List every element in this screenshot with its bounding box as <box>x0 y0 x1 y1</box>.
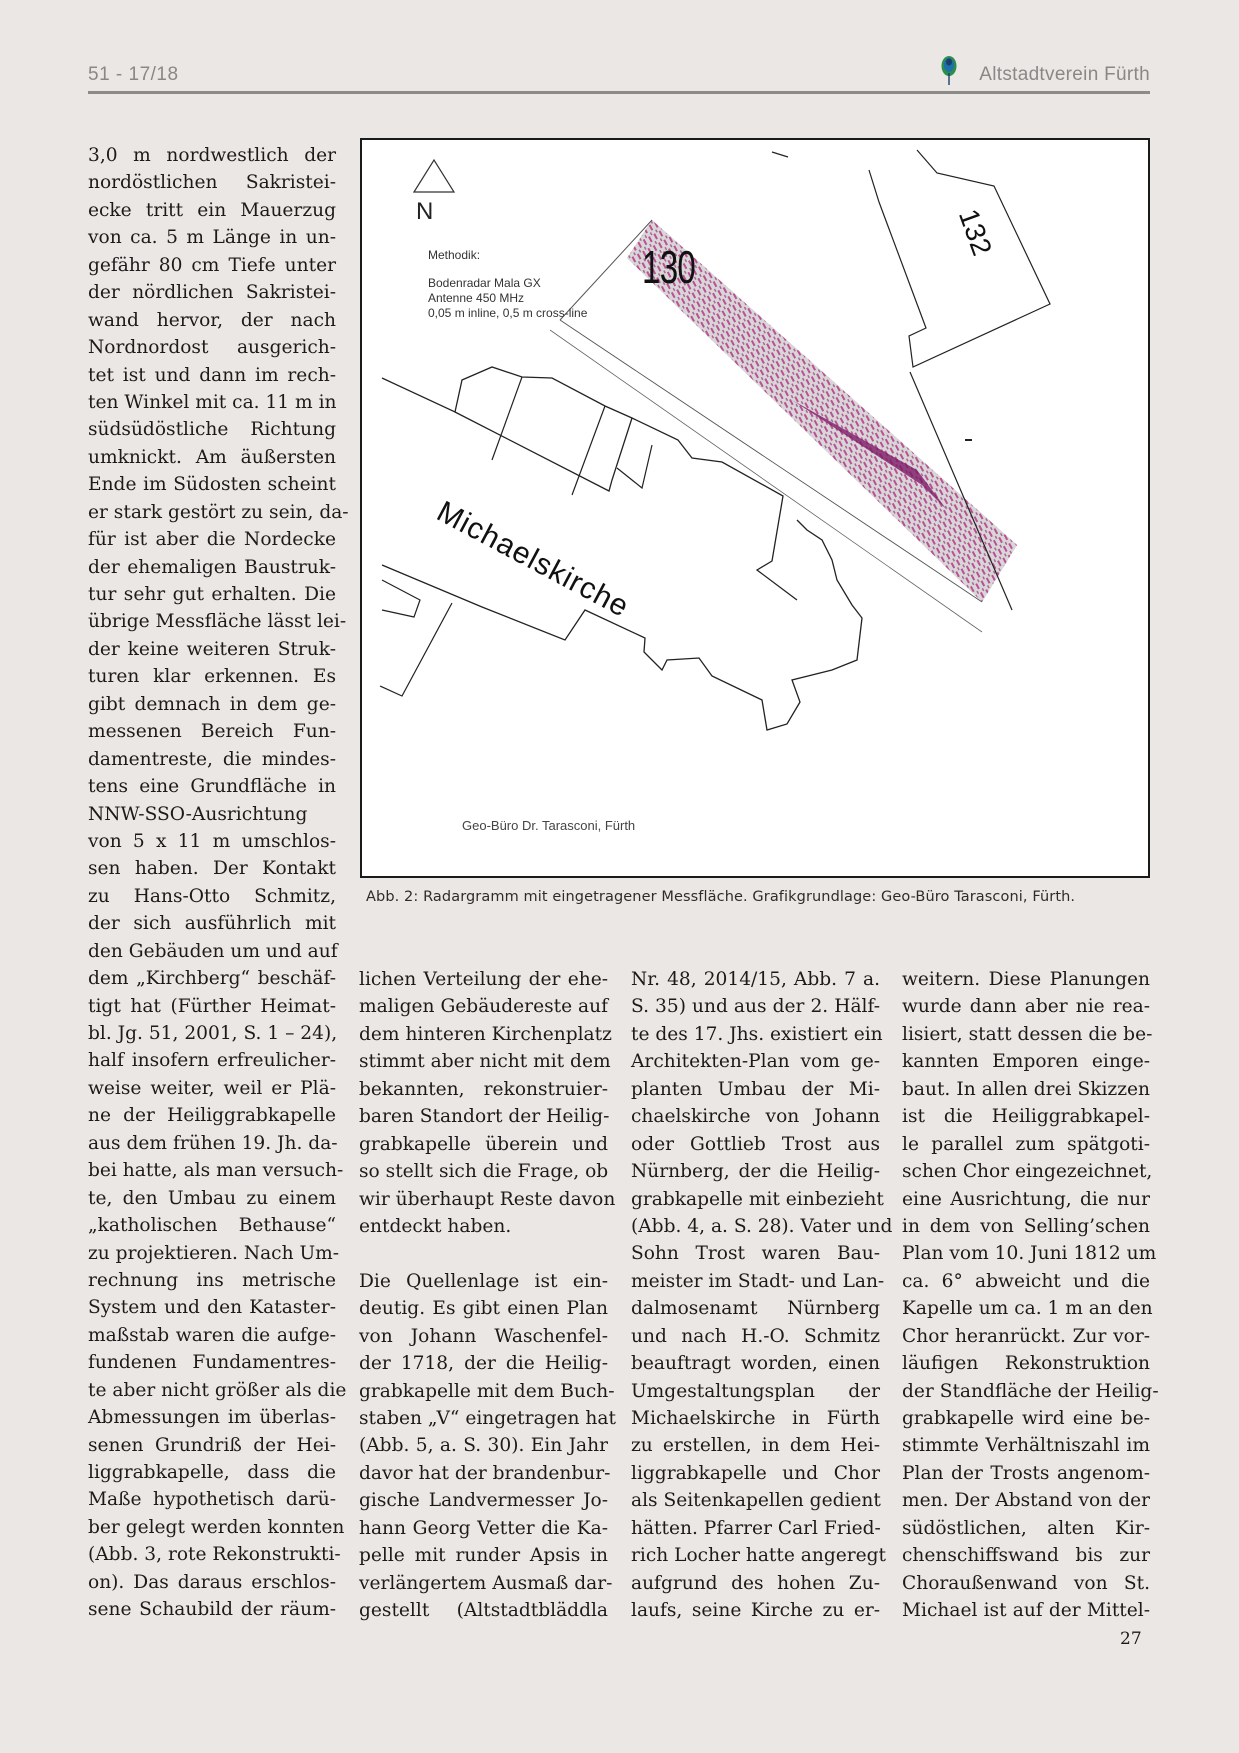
text-line: Die Quellenlage ist ein- <box>359 1270 608 1292</box>
text-line: zu erstellen, in dem Hei- <box>631 1435 880 1457</box>
text-line: deutig. Es gibt einen Plan <box>359 1298 608 1320</box>
text-line: rechnung ins metrische <box>88 1269 336 1291</box>
text-line: davor hat der brandenbur- <box>359 1462 611 1484</box>
text-line: Plan vom 10. Juni 1812 um <box>902 1243 1157 1265</box>
text-line: half insofern erfreulicher- <box>88 1050 336 1072</box>
text-line: dem hinteren Kirchenplatz <box>359 1023 612 1045</box>
text-line: Nordnordost ausgerich- <box>88 337 336 359</box>
header-rule <box>88 91 1150 94</box>
text-line: damentreste, die mindes- <box>88 748 336 770</box>
text-line: der Standfläche der Heilig- <box>902 1380 1159 1402</box>
text-line: wir überhaupt Reste davon <box>359 1188 616 1210</box>
text-line: entdeckt haben. <box>359 1215 512 1237</box>
text-line: aufgrund des hohen Zu- <box>631 1572 880 1594</box>
issue-number: 51 - 17/18 <box>88 64 179 85</box>
text-line: eine Ausrichtung, die nur <box>902 1188 1150 1210</box>
text-line: senen Grundriß der Hei- <box>88 1434 336 1456</box>
text-line: le parallel zum spätgoti- <box>902 1133 1150 1155</box>
text-line: so stellt sich die Frage, ob <box>359 1161 609 1183</box>
text-line: 3,0 m nordwestlich der <box>88 145 336 166</box>
text-line: ne der Heiliggrabkapelle <box>88 1105 336 1127</box>
north-label: N <box>416 198 434 225</box>
text-line: pelle mit runder Apsis in <box>359 1545 608 1567</box>
method-line: Bodenradar Mala GX <box>428 276 541 290</box>
text-line: gibt demnach in dem ge- <box>88 693 336 715</box>
text-line: grabkapelle wird eine be- <box>902 1408 1150 1429</box>
text-line: tens eine Grundfläche in <box>88 776 336 798</box>
text-line: hätten. Pfarrer Carl Fried- <box>631 1517 881 1539</box>
text-line: gestellt (Altstadtbläddla <box>359 1600 608 1622</box>
text-line: übrige Messfläche lässt lei- <box>88 611 347 633</box>
text-line: maligen Gebäudereste auf <box>359 996 608 1018</box>
text-line: Abmessungen im überlas- <box>88 1407 336 1429</box>
text-line: gefähr 80 cm Tiefe unter <box>88 254 336 276</box>
text-line: „katholischen Bethause“ <box>88 1215 336 1237</box>
text-line: te, den Umbau zu einem <box>88 1187 336 1209</box>
text-line: turen klar erkennen. Es <box>88 666 336 688</box>
page-number: 27 <box>1120 1629 1142 1649</box>
text-line: Maße hypothetisch darü- <box>88 1489 336 1511</box>
text-line: und nach H.-O. Schmitz <box>631 1325 880 1347</box>
text-line: chenschiffswand bis zur <box>902 1545 1150 1567</box>
text-line: men. Der Abstand von der <box>902 1490 1150 1512</box>
text-line: (Abb. 3, rote Rekonstrukti- <box>88 1544 341 1566</box>
text-line: S. 35) und aus der 2. Hälf- <box>631 996 880 1018</box>
text-line: on). Das daraus erschlos- <box>88 1571 336 1593</box>
text-line: verlängertem Ausmaß dar- <box>359 1572 613 1594</box>
text-line: den Gebäuden um und auf <box>88 940 338 962</box>
running-header <box>88 62 1150 88</box>
text-line: der sich ausführlich mit <box>88 913 336 935</box>
method-line: 0,05 m inline, 0,5 m cross-line <box>428 306 588 320</box>
text-line: Architekten-Plan vom ge- <box>631 1051 880 1073</box>
text-line: der ehemaligen Baustruk- <box>88 556 336 578</box>
text-line: Umgestaltungsplan der <box>631 1380 880 1402</box>
text-line: bl. Jg. 51, 2001, S. 1 – 24), <box>88 1023 338 1044</box>
text-line: tigt hat (Fürther Heimat- <box>88 995 336 1017</box>
text-column-1 <box>88 142 349 1624</box>
text-line: zu projektieren. Nach Um- <box>88 1242 340 1264</box>
text-line: rich Locher hatte angeregt <box>631 1545 887 1567</box>
text-line: zu Hans-Otto Schmitz, <box>88 885 336 907</box>
text-line: in dem von Selling’schen <box>902 1215 1150 1237</box>
text-line: maßstab waren die aufge- <box>88 1324 336 1346</box>
text-line: ten Winkel mit ca. 11 m in <box>88 391 337 413</box>
text-line: ber gelegt werden konnten <box>88 1516 345 1538</box>
figure-credit: Geo-Büro Dr. Tarasconi, Fürth <box>462 818 636 833</box>
text-line: der keine weiteren Struk- <box>88 638 336 660</box>
text-line: stimmt aber nicht mit dem <box>359 1051 611 1073</box>
text-line: lichen Verteilung der ehe- <box>359 969 608 990</box>
text-line: hann Georg Vetter die Ka- <box>359 1517 608 1539</box>
text-column-4 <box>902 966 1159 1625</box>
parcel-label-130: 130 <box>642 241 696 293</box>
text-line: planten Umbau der Mi- <box>631 1078 880 1100</box>
text-line: umknickt. Am äußersten <box>88 446 336 468</box>
text-line: der 1718, der die Heilig- <box>359 1353 608 1375</box>
text-line: Plan der Trosts angenom- <box>902 1462 1150 1484</box>
text-line: der nördlichen Sakristei- <box>88 282 336 304</box>
text-line: ca. 6° abweicht und die <box>902 1270 1150 1292</box>
text-line: (Abb. 5, a. S. 30). Ein Jahr <box>359 1435 608 1457</box>
text-line: laufs, seine Kirche zu er- <box>631 1600 880 1622</box>
text-line: messenen Bereich Fun- <box>88 721 336 743</box>
text-line: läufigen Rekonstruktion <box>902 1353 1150 1375</box>
text-line: ist die Heiliggrabkapel- <box>902 1106 1150 1128</box>
text-line: grabkapelle mit dem Buch- <box>359 1380 615 1402</box>
text-line: te aber nicht größer als die <box>88 1379 347 1401</box>
text-line: lisiert, statt dessen die be- <box>902 1023 1153 1045</box>
text-line: von ca. 5 m Länge in un- <box>88 227 336 249</box>
figure-caption: Abb. 2: Radargramm mit eingetragener Messfläche. Grafikgrundlage: Geo-Büro Tarasconi, Fürth. <box>366 889 1076 905</box>
text-line: liggrabkapelle, dass die <box>88 1462 336 1483</box>
site-plan-drawing <box>362 140 1150 878</box>
text-line: te des 17. Jhs. existiert ein <box>631 1023 883 1045</box>
text-line: nordöstlichen Sakristei- <box>88 172 336 194</box>
text-line: oder Gottlieb Trost aus <box>631 1133 880 1155</box>
text-line: dem „Kirchberg“ beschäf- <box>88 968 336 990</box>
church-label: Michaelskirche <box>431 495 635 624</box>
text-line: grabkapelle überein und <box>359 1133 608 1155</box>
publisher-name: Altstadtverein Fürth <box>979 64 1150 85</box>
text-line: von 5 x 11 m umschlos- <box>88 830 336 852</box>
text-line: Nürnberg, der die Heilig- <box>631 1161 880 1183</box>
parcel-label-132: 132 <box>952 205 998 260</box>
method-title: Methodik: <box>428 248 481 262</box>
text-line: NNW-SSO-Ausrichtung <box>88 803 308 825</box>
text-column-3 <box>631 966 893 1625</box>
text-line: Choraußenwand von St. <box>902 1572 1150 1594</box>
text-line: Chor heranrückt. Zur vor- <box>902 1325 1150 1347</box>
text-line: aus dem frühen 19. Jh. da- <box>88 1132 338 1154</box>
text-line: Sohn Trost waren Bau- <box>631 1243 880 1265</box>
text-line: sen haben. Der Kontakt <box>88 858 336 880</box>
text-line: südöstlichen, alten Kir- <box>902 1517 1150 1539</box>
text-line: (Abb. 4, a. S. 28). Vater und <box>631 1215 893 1237</box>
text-line: weise weiter, weil er Plä- <box>88 1077 336 1099</box>
tree-icon <box>938 56 960 86</box>
text-line: für ist aber die Nordecke <box>88 529 336 551</box>
text-line: Michaelskirche in Fürth <box>631 1408 880 1429</box>
text-line: wurde dann aber nie rea- <box>902 996 1150 1018</box>
text-line: weitern. Diese Planungen <box>902 969 1150 990</box>
text-line: baut. In allen drei Skizzen <box>902 1078 1150 1100</box>
text-line: meister im Stadt- und Lan- <box>631 1270 885 1292</box>
text-line: grabkapelle mit einbezieht <box>631 1188 884 1210</box>
text-line: beauftragt worden, einen <box>631 1353 880 1375</box>
paragraph-gap <box>359 1240 608 1267</box>
text-line: kannten Emporen einge- <box>902 1051 1150 1073</box>
text-line: stimmte Verhältniszahl im <box>902 1435 1150 1457</box>
text-line: von Johann Waschenfel- <box>359 1325 608 1347</box>
text-line: liggrabkapelle und Chor <box>631 1462 880 1484</box>
text-line: sene Schaubild der räum- <box>88 1599 336 1621</box>
text-line: wand hervor, der nach <box>88 309 336 331</box>
text-line: staben „V“ eingetragen hat <box>359 1408 616 1429</box>
text-column-2 <box>359 966 616 1625</box>
text-line: bei hatte, als man versuch- <box>88 1160 344 1182</box>
text-line: Kapelle um ca. 1 m an den <box>902 1298 1153 1320</box>
text-line: chaelskirche von Johann <box>631 1106 880 1128</box>
text-line: schen Chor eingezeichnet, <box>902 1161 1153 1183</box>
text-line: bekannten, rekonstruier- <box>359 1078 608 1100</box>
text-line: gische Landvermesser Jo- <box>359 1490 608 1512</box>
text-line: Nr. 48, 2014/15, Abb. 7 a. <box>631 969 880 990</box>
text-line: südsüdöstliche Richtung <box>88 419 336 441</box>
text-line: tet ist und dann im rech- <box>88 364 336 386</box>
text-line: Ende im Südosten scheint <box>88 474 336 496</box>
radar-figure <box>360 138 1150 878</box>
method-line: Antenne 450 MHz <box>428 291 525 305</box>
text-line: tur sehr gut erhalten. Die <box>88 584 336 605</box>
text-line: System und den Kataster- <box>88 1297 336 1319</box>
text-line: er stark gestört zu sein, da- <box>88 501 349 523</box>
text-line: fundenen Fundamentres- <box>88 1352 336 1374</box>
text-line: ecke tritt ein Mauerzug <box>88 199 336 221</box>
text-line: als Seitenkapellen gedient <box>631 1490 881 1512</box>
text-line: dalmosenamt Nürnberg <box>631 1298 880 1320</box>
text-line: Michael ist auf der Mittel- <box>902 1600 1150 1622</box>
text-line: baren Standort der Heilig- <box>359 1106 610 1128</box>
